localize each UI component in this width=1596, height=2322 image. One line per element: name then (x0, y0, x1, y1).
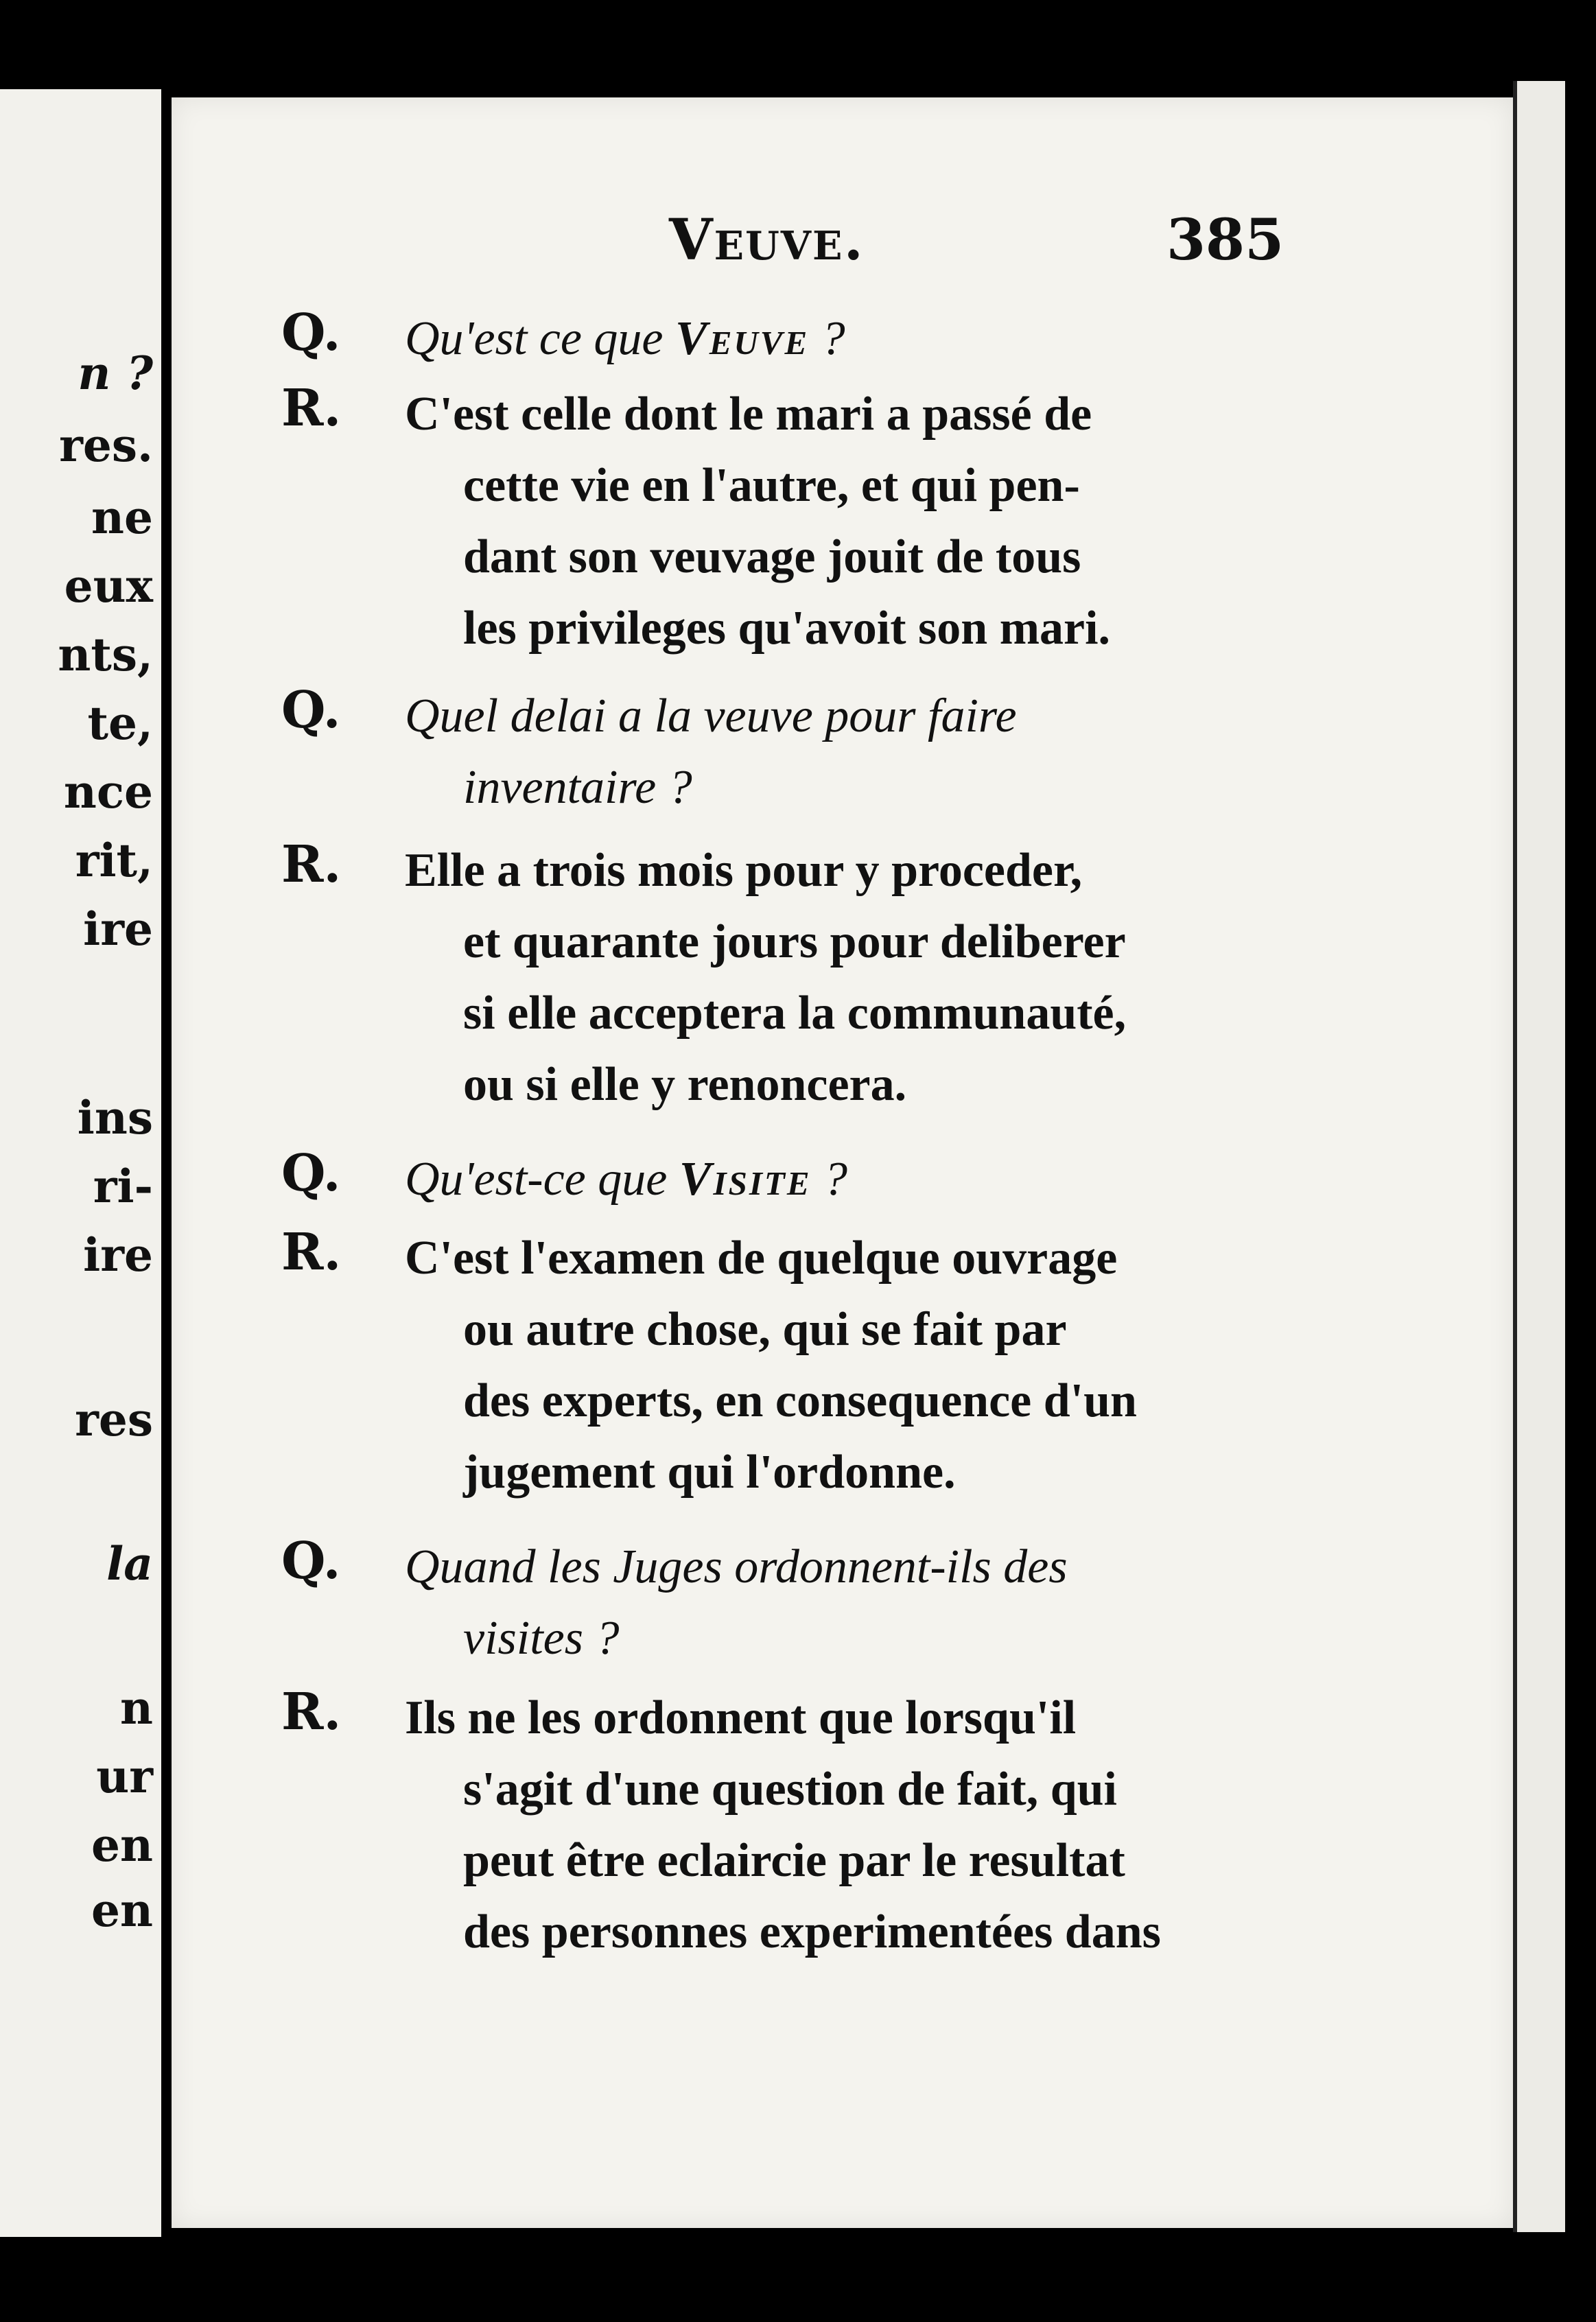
text-line: Elle a trois mois pour y proceder, (405, 844, 1083, 897)
answer-marker: R. (281, 379, 342, 438)
text-line (405, 1144, 1290, 1215)
text-segment: ? (809, 312, 845, 365)
left-page-fragment: ne (91, 491, 153, 544)
left-page-fragment: en (91, 1818, 153, 1872)
text-line: Quel delai a la veuve pour faire (405, 690, 1017, 742)
page-edge (1513, 81, 1565, 2232)
answer-text (405, 1682, 1290, 1968)
left-facing-page (0, 89, 161, 2237)
question-marker: Q. (281, 1144, 341, 1203)
text-line: si elle acceptera la communauté, (463, 987, 1127, 1040)
answer-text (405, 379, 1290, 664)
question-text (405, 1532, 1290, 1674)
text-segment: Qu'est-ce que (405, 1153, 679, 1206)
running-head (172, 207, 1513, 283)
left-page-fragment: ire (83, 1228, 153, 1282)
answer-marker: R. (281, 1682, 342, 1742)
text-line: C'est l'examen de quelque ouvrage (405, 1232, 1118, 1285)
defined-term: Veuve (675, 312, 810, 365)
question-marker: Q. (281, 681, 341, 740)
text-line: inventaire ? (463, 761, 692, 814)
question-text (405, 681, 1290, 823)
question-marker: Q. (281, 1532, 341, 1591)
main-page (172, 97, 1513, 2228)
left-page-fragment: res (75, 1393, 153, 1446)
text-line: les privileges qu'avoit son mari. (463, 602, 1111, 655)
text-segment: ? (811, 1153, 848, 1206)
answer-text (405, 835, 1290, 1121)
text-line: visites ? (463, 1612, 620, 1665)
answer-text (405, 1223, 1290, 1508)
left-page-fragment: ins (77, 1091, 153, 1145)
page-number: 385 (1166, 207, 1284, 273)
text-line: Ils ne les ordonnent que lorsqu'il (405, 1691, 1077, 1744)
text-line: dant son veuvage jouit de tous (463, 530, 1081, 583)
left-page-fragment: ire (83, 902, 153, 956)
left-page-fragment: nts, (58, 628, 153, 681)
left-page-fragment: n (120, 1681, 153, 1735)
left-page-fragment: ur (96, 1750, 153, 1803)
page-title: Veuve. (669, 207, 865, 273)
text-line: ou si elle y renoncera. (463, 1058, 907, 1111)
text-line: Quand les Juges ordonnent-ils des (405, 1540, 1068, 1593)
text-line: des experts, en consequence d'un (463, 1374, 1137, 1427)
text-line: jugement qui l'ordonne. (463, 1446, 956, 1499)
text-line: et quarante jours pour deliberer (463, 915, 1126, 968)
text-line: s'agit d'une question de fait, qui (463, 1763, 1117, 1816)
text-line: cette vie en l'autre, et qui pen- (463, 459, 1080, 512)
text-line: ou autre chose, qui se fait par (463, 1303, 1067, 1356)
question-text (405, 1144, 1290, 1215)
left-page-fragment: te, (87, 696, 153, 750)
left-page-fragment: n ? (78, 347, 153, 400)
left-page-fragment: rit, (75, 834, 153, 887)
answer-marker: R. (281, 835, 342, 894)
left-page-fragment: nce (63, 765, 153, 819)
left-page-fragment: eux (64, 559, 153, 613)
text-line (405, 303, 1290, 375)
defined-term: Visite (679, 1153, 812, 1206)
text-segment: Qu'est ce que (405, 312, 675, 365)
question-marker: Q. (281, 303, 341, 362)
text-line: C'est celle dont le mari a passé de (405, 388, 1092, 441)
left-page-fragment: en (91, 1884, 153, 1937)
left-page-fragment: ri- (93, 1160, 153, 1213)
left-page-fragment: la (106, 1537, 153, 1591)
left-page-fragment: res. (59, 419, 153, 472)
question-text (405, 303, 1290, 375)
text-line: peut être eclaircie par le resultat (463, 1834, 1125, 1887)
answer-marker: R. (281, 1223, 342, 1282)
text-line: des personnes experimentées dans (463, 1905, 1161, 1958)
